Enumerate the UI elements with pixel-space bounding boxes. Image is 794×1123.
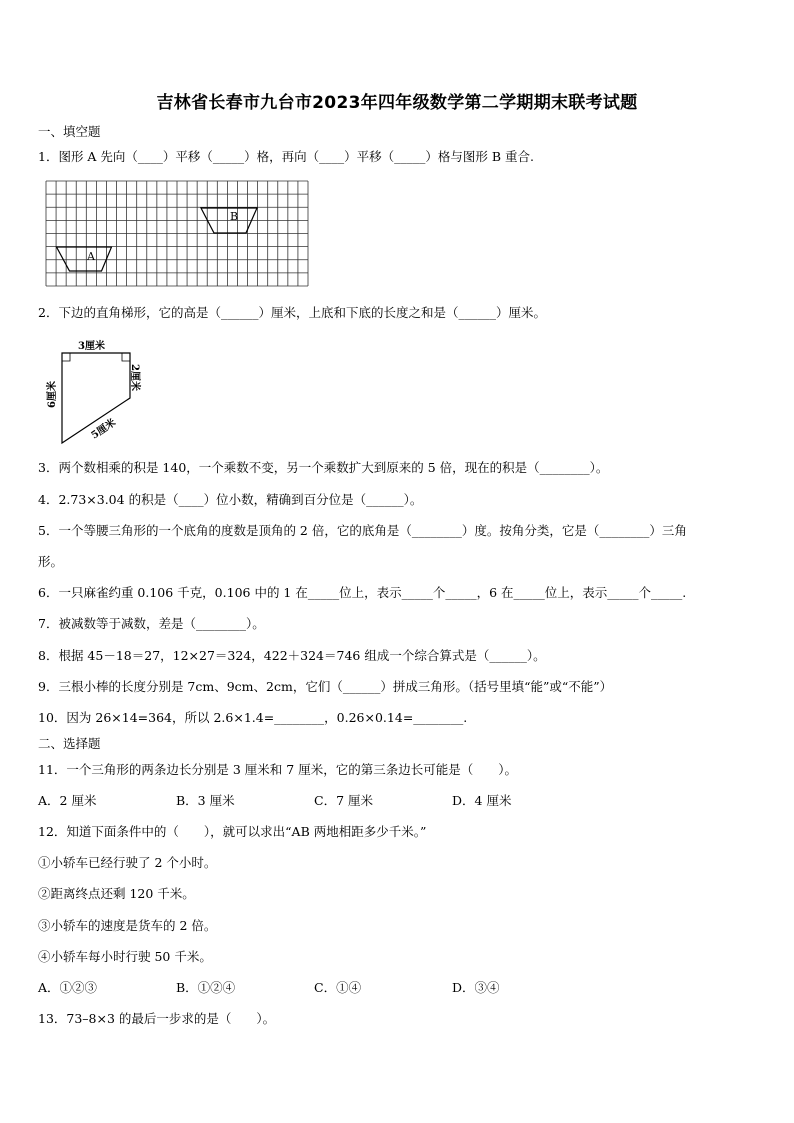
question-4: 4．2.73×3.04 的积是（____）位小数，精确到百分位是（______）。 [38,492,423,507]
question-12: 12．知道下面条件中的（ ），就可以求出“AB 两地相距多少千米。” [38,824,427,839]
option-d[interactable]: D．③④ [452,980,500,995]
question-1: 1．图形 A 先向（____）平移（_____）格，再向（____）平移（_____）格与图形 B 重合. [38,149,535,164]
option-c[interactable]: C．7 厘米 [314,793,373,808]
question-7: 7．被减数等于减数，差是（________）。 [38,616,265,631]
shape-b-label: B [230,210,239,223]
question-9: 9．三根小棒的长度分别是 7cm、9cm、2cm，它们（______）拼成三角形。（括号里填“能”或“不能”） [38,679,613,694]
shape-a [57,247,112,271]
question-12-options [38,978,500,996]
condition-4: ④小轿车每小时行驶 50 千米。 [38,949,212,964]
trapezoid-left-label: 6厘米 [47,381,58,408]
trapezoid-figure [38,336,148,446]
question-5-continued: 形。 [38,554,64,569]
option-a[interactable]: A．①②③ [38,980,98,995]
condition-1: ①小轿车已经行驶了 2 个小时。 [38,855,217,870]
question-11-options [38,791,511,809]
question-13: 13．73–8×3 的最后一步求的是（ ）。 [38,1011,276,1026]
trapezoid-top-label: 3厘米 [78,341,105,352]
section-heading-choice: 二、选择题 [38,736,101,751]
question-3: 3．两个数相乘的积是 140，一个乘数不变，另一个乘数扩大到原来的 5 倍，现在的积是（________）。 [38,460,609,475]
question-6: 6．一只麻雀约重 0.106 千克，0.106 中的 1 在_____位上，表示_____个_____，6 在_____位上，表示_____个_____. [38,585,687,600]
option-b[interactable]: B．①②④ [176,980,236,995]
option-c[interactable]: C．①④ [314,980,362,995]
option-d[interactable]: D．4 厘米 [452,793,512,808]
shape-a-label: A [87,250,95,263]
trapezoid-right-label: 2厘米 [129,364,140,391]
question-2: 2．下边的直角梯形，它的高是（______）厘米，上底和下底的长度之和是（______）厘米。 [38,305,546,320]
option-a[interactable]: A．2 厘米 [38,793,97,808]
trapezoid-slant-label: 5厘米 [89,417,119,442]
condition-2: ②距离终点还剩 120 千米。 [38,886,195,901]
question-11: 11．一个三角形的两条边长分别是 3 厘米和 7 厘米，它的第三条边长可能是（ ）。 [38,762,517,777]
grid-figure [46,181,308,286]
question-8: 8．根据 45－18＝27，12×27＝324，422＋324＝746 组成一个综合算式是（______）。 [38,648,546,663]
condition-3: ③小轿车的速度是货车的 2 倍。 [38,918,217,933]
question-10: 10．因为 26×14=364，所以 2.6×1.4=________，0.26×0.14=________. [38,710,468,725]
option-b[interactable]: B．3 厘米 [176,793,235,808]
page-title: 吉林省长春市九台市2023年四年级数学第二学期期末联考试题 [156,93,638,113]
question-5: 5．一个等腰三角形的一个底角的度数是顶角的 2 倍，它的底角是（________）度。按角分类，它是（________）三角 [38,523,687,538]
section-heading-fill-in: 一、填空题 [38,124,101,139]
